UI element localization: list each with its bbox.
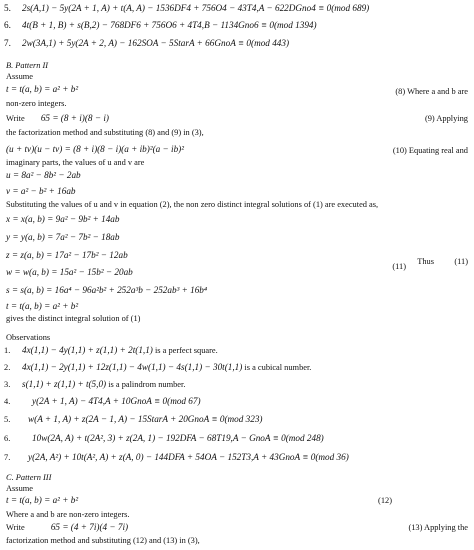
equation-tag: (11) xyxy=(392,262,406,271)
solution-w: w = w(a, b) = 15a² − 15b² − 20ab xyxy=(6,267,133,277)
equation-tag: (11) xyxy=(454,257,468,266)
list-item: 4. y(2A + 1, A) − 4T4,A + 10GnoA ≡ 0(mod 67) xyxy=(4,396,201,406)
equation-12: t = t(a, b) = a² + b² xyxy=(6,495,79,505)
equation-13: 65 = (4 + 7i)(4 − 7i) xyxy=(50,522,129,532)
equation-9: 65 = (8 + i)(8 − i) xyxy=(40,113,109,123)
paragraph-text: Substituting the values of u and v in equation (2), the non zero distinct integral solutions of (1) are executed as, xyxy=(6,200,379,209)
equation-8: t = t(a, b) = a² + b² xyxy=(6,84,79,94)
list-item: 2. 4x(1,1) − 2y(1,1) + 12z(1,1) − 4w(1,1) − 4s(1,1) − 30t(1,1) is a cubical number. xyxy=(4,362,312,372)
paragraph-text: Assume xyxy=(6,72,33,81)
equation: 4t(B + 1, B) + s(B,2) − 768DF6 + 756O6 + 4T4,B − 1134Gno6 ≡ 0(mod 1394) xyxy=(22,20,317,30)
write-line: Write 65 = (4 + 7i)(4 − 7i) xyxy=(6,522,129,532)
list-item: 5. 2s(A,1) − 5y(2A + 1, A) + t(A, A) − 1536DF4 + 756O4 − 43T4,A − 622DGno4 ≡ 0(mod 689) xyxy=(4,3,370,13)
equation: y(2A, A²) + 10t(A², A) + z(A, 0) − 144DFA + 54OA − 152T3,A + 43GnoA ≡ 0(mod 36) xyxy=(28,452,349,462)
v-equation: v = a² − b² + 16ab xyxy=(6,186,76,196)
equation: w(A + 1, A) + z(2A − 1, A) − 15StarA + 20GnoA ≡ 0(mod 323) xyxy=(28,414,263,424)
paragraph-text: Where a and b are non-zero integers. xyxy=(6,510,130,519)
list-item: 5. w(A + 1, A) + z(2A − 1, A) − 15StarA + 20GnoA ≡ 0(mod 323) xyxy=(4,414,263,424)
thus-label: Thus xyxy=(417,257,434,266)
solution-t: t = t(a, b) = a² + b² xyxy=(6,301,79,311)
u-equation: u = 8a² − 8b² − 2ab xyxy=(6,170,81,180)
solution-x: x = x(a, b) = 9a² − 9b² + 14ab xyxy=(6,214,120,224)
list-item: 7. y(2A, A²) + 10t(A², A) + z(A, 0) − 144DFA + 54OA − 152T3,A + 43GnoA ≡ 0(mod 36) xyxy=(4,452,349,462)
equation: y(2A + 1, A) − 4T4,A + 10GnoA ≡ 0(mod 67) xyxy=(32,396,201,406)
section-heading: B. Pattern II xyxy=(6,61,49,70)
equation-tag: (8) Where a and b are xyxy=(395,87,468,96)
section-heading: C. Pattern III xyxy=(6,473,52,482)
list-item: 3. s(1,1) + z(1,1) + t(5,0) is a palindrom number. xyxy=(4,379,186,389)
equation: 10w(2A, A) + t(2A², 3) + z(2A, 1) − 192DFA − 68T19,A − GnoA ≡ 0(mod 248) xyxy=(32,433,324,443)
paragraph-text: gives the distinct integral solution of (1) xyxy=(6,314,141,323)
list-item: 6. 10w(2A, A) + t(2A², 3) + z(2A, 1) − 192DFA − 68T19,A − GnoA ≡ 0(mod 248) xyxy=(4,433,324,443)
observations-title: Observations xyxy=(6,333,51,342)
list-item: 7. 2w(3A,1) + 5y(2A + 2, A) − 162SOA − 5StarA + 66GnoA ≡ 0(mod 443) xyxy=(4,38,290,48)
write-line: Write 65 = (8 + i)(8 − i) xyxy=(6,113,109,123)
equation-tag: (12) xyxy=(378,496,392,505)
paragraph-text: non-zero integers. xyxy=(6,99,67,108)
solution-z: z = z(a, b) = 17a² − 17b² − 12ab xyxy=(6,250,128,260)
equation: 2s(A,1) − 5y(2A + 1, A) + t(A, A) − 1536DF4 + 756O4 − 43T4,A − 622DGno4 ≡ 0(mod 689) xyxy=(22,3,370,13)
equation-tag: (13) Applying the xyxy=(408,523,468,532)
paragraph-text: the factorization method and substituting (8) and (9) in (3), xyxy=(6,128,204,137)
list-item: 6. 4t(B + 1, B) + s(B,2) − 768DF6 + 756O6 + 4T4,B − 1134Gno6 ≡ 0(mod 1394) xyxy=(4,20,317,30)
paragraph-text: Assume xyxy=(6,484,33,493)
paragraph-text: imaginary parts, the values of u and v are xyxy=(6,158,145,167)
solution-s: s = s(a, b) = 16a⁴ − 96a²b² + 252a³b − 252ab³ + 16b⁴ xyxy=(6,285,208,295)
equation: 4x(1,1) − 2y(1,1) + 12z(1,1) − 4w(1,1) − 4s(1,1) − 30t(1,1) xyxy=(22,362,243,372)
equation: 2w(3A,1) + 5y(2A + 2, A) − 162SOA − 5StarA + 66GnoA ≡ 0(mod 443) xyxy=(22,38,290,48)
equation-tag: (9) Applying xyxy=(424,114,468,123)
equation: s(1,1) + z(1,1) + t(5,0) xyxy=(22,379,107,389)
equation: 4x(1,1) − 4y(1,1) + z(1,1) + 2t(1,1) xyxy=(22,345,153,355)
list-item: 1. 4x(1,1) − 4y(1,1) + z(1,1) + 2t(1,1) is a perfect square. xyxy=(4,345,218,355)
solution-y: y = y(a, b) = 7a² − 7b² − 18ab xyxy=(6,232,120,242)
equation-10: (u + tv)(u − tv) = (8 + i)(8 − i)(a + ib)²(a − ib)² xyxy=(6,144,184,154)
equation-tag: (10) Equating real and xyxy=(392,146,468,155)
paragraph-text: factorization method and substituting (12) and (13) in (3), xyxy=(6,536,200,545)
